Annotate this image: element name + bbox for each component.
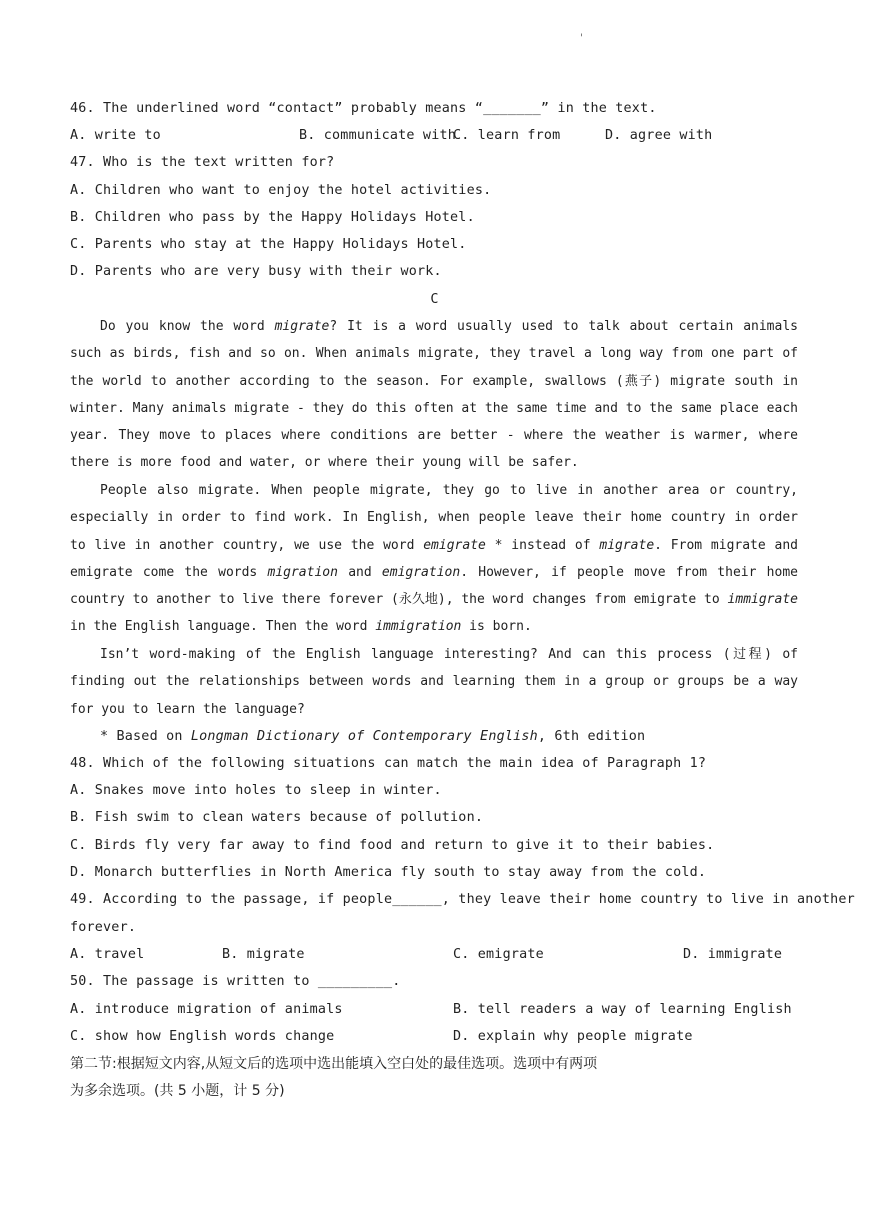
- question-49-stem: 49. According to the passage, if people______, they leave their home country to live in another: [70, 892, 855, 907]
- passage-p2-italic-5: immigrate: [727, 592, 798, 608]
- question-49-option-b: B. migrate: [222, 947, 305, 962]
- question-46-option-d: D. agree with: [605, 128, 713, 143]
- passage-p2-text-4: and: [337, 564, 382, 580]
- passage-paragraph-2: [70, 477, 798, 641]
- question-50-option-b: B. tell readers a way of learning English: [453, 1002, 792, 1017]
- question-48-option-b: B. Fish swim to clean waters because of pollution.: [70, 810, 484, 825]
- passage-p2-text-5: . However, if people move from their home country to another to live there forever (永久地), the word changes from emigrate to: [70, 564, 798, 608]
- question-47-option-c: C. Parents who stay at the Happy Holidays Hotel.: [70, 237, 467, 252]
- question-50-option-a: A. introduce migration of animals: [70, 1002, 343, 1017]
- passage-p2-italic-1: emigrate: [423, 537, 486, 553]
- note-italic-title: Longman Dictionary of Contemporary English: [190, 729, 538, 744]
- passage-p1-text-2: ? It is a word usually used to talk about certain animals such as birds, fish and so on. When animals migrate, they travel a long way from one part of the world to another according to the season. For example, swallows (燕子) migrate south in winter. Many animals migrate - they do this often at the same time and to the same place each year. They move to places where conditions are better - where the weather is warmer, where there is more food and water, or where their young will be safer.: [70, 319, 798, 471]
- question-46-option-a: A. write to: [70, 128, 161, 143]
- passage-p2-italic-2: migrate: [599, 537, 655, 553]
- question-48-option-c: C. Birds fly very far away to find food and return to give it to their babies.: [70, 838, 715, 853]
- passage-p2-text-2: * instead of: [485, 537, 600, 553]
- question-48-stem: 48. Which of the following situations can match the main idea of Paragraph 1?: [70, 756, 707, 771]
- question-46-option-c: C. learn from: [453, 128, 561, 143]
- section-2-instructions-line-1: 第二节:根据短文内容,从短文后的选项中选出能填入空白处的最佳选项。选项中有两项: [70, 1056, 598, 1072]
- passage-paragraph-1: [70, 313, 798, 477]
- section-letter: C: [430, 292, 439, 307]
- passage-p2-italic-6: immigration: [375, 619, 462, 635]
- question-49-stem-continued: forever.: [70, 920, 137, 935]
- passage-p1-italic-1: migrate: [274, 319, 330, 334]
- question-49-option-d: D. immigrate: [683, 947, 783, 962]
- passage-p2-italic-4: emigration: [381, 564, 461, 580]
- question-49-option-a: A. travel: [70, 947, 145, 962]
- question-46-option-b: B. communicate with: [299, 128, 456, 143]
- note-text-1: * Based on: [100, 729, 191, 744]
- note-text-2: , 6th edition: [537, 729, 646, 744]
- question-50-stem: 50. The passage is written to _________.: [70, 974, 401, 989]
- question-50-option-d: D. explain why people migrate: [453, 1029, 693, 1044]
- passage-p1-text-1: Do you know the word: [100, 319, 275, 334]
- question-47-stem: 47. Who is the text written for?: [70, 155, 335, 170]
- question-48-option-a: A. Snakes move into holes to sleep in winter.: [70, 783, 442, 798]
- passage-p2-italic-3: migration: [267, 564, 338, 580]
- question-47-option-b: B. Children who pass by the Happy Holidays Hotel.: [70, 210, 475, 225]
- question-50-option-c: C. show how English words change: [70, 1029, 335, 1044]
- question-47-option-a: A. Children who want to enjoy the hotel activities.: [70, 183, 492, 198]
- question-46-stem: 46. The underlined word “contact” probably means “_______” in the text.: [70, 101, 657, 116]
- page-mark: ': [580, 33, 583, 44]
- passage-p2-text-3: . From migrate and emigrate come the words: [70, 537, 799, 580]
- passage-source-note: [100, 727, 645, 747]
- passage-p3-text: Isn’t word-making of the English language interesting? And can this process (过程) of finding out the relationships between words and learning them in a group or groups be a way for you to learn the language?: [70, 647, 798, 717]
- passage-paragraph-3: [70, 641, 798, 723]
- question-48-option-d: D. Monarch butterflies in North America fly south to stay away from the cold.: [70, 865, 707, 880]
- section-2-instructions-line-2: 为多余选项。(共 5 小题，计 5 分): [70, 1083, 285, 1099]
- passage-p2-text-1: People also migrate. When people migrate, they go to live in another area or country, especially in order to find work. In English, when people leave their home country in order to live in another country, we use the word: [70, 483, 798, 553]
- passage-p2-text-7: is born.: [461, 619, 532, 635]
- question-47-option-d: D. Parents who are very busy with their work.: [70, 264, 442, 279]
- passage-p2-text-6: in the English language. Then the word: [70, 619, 376, 635]
- question-49-option-c: C. emigrate: [453, 947, 544, 962]
